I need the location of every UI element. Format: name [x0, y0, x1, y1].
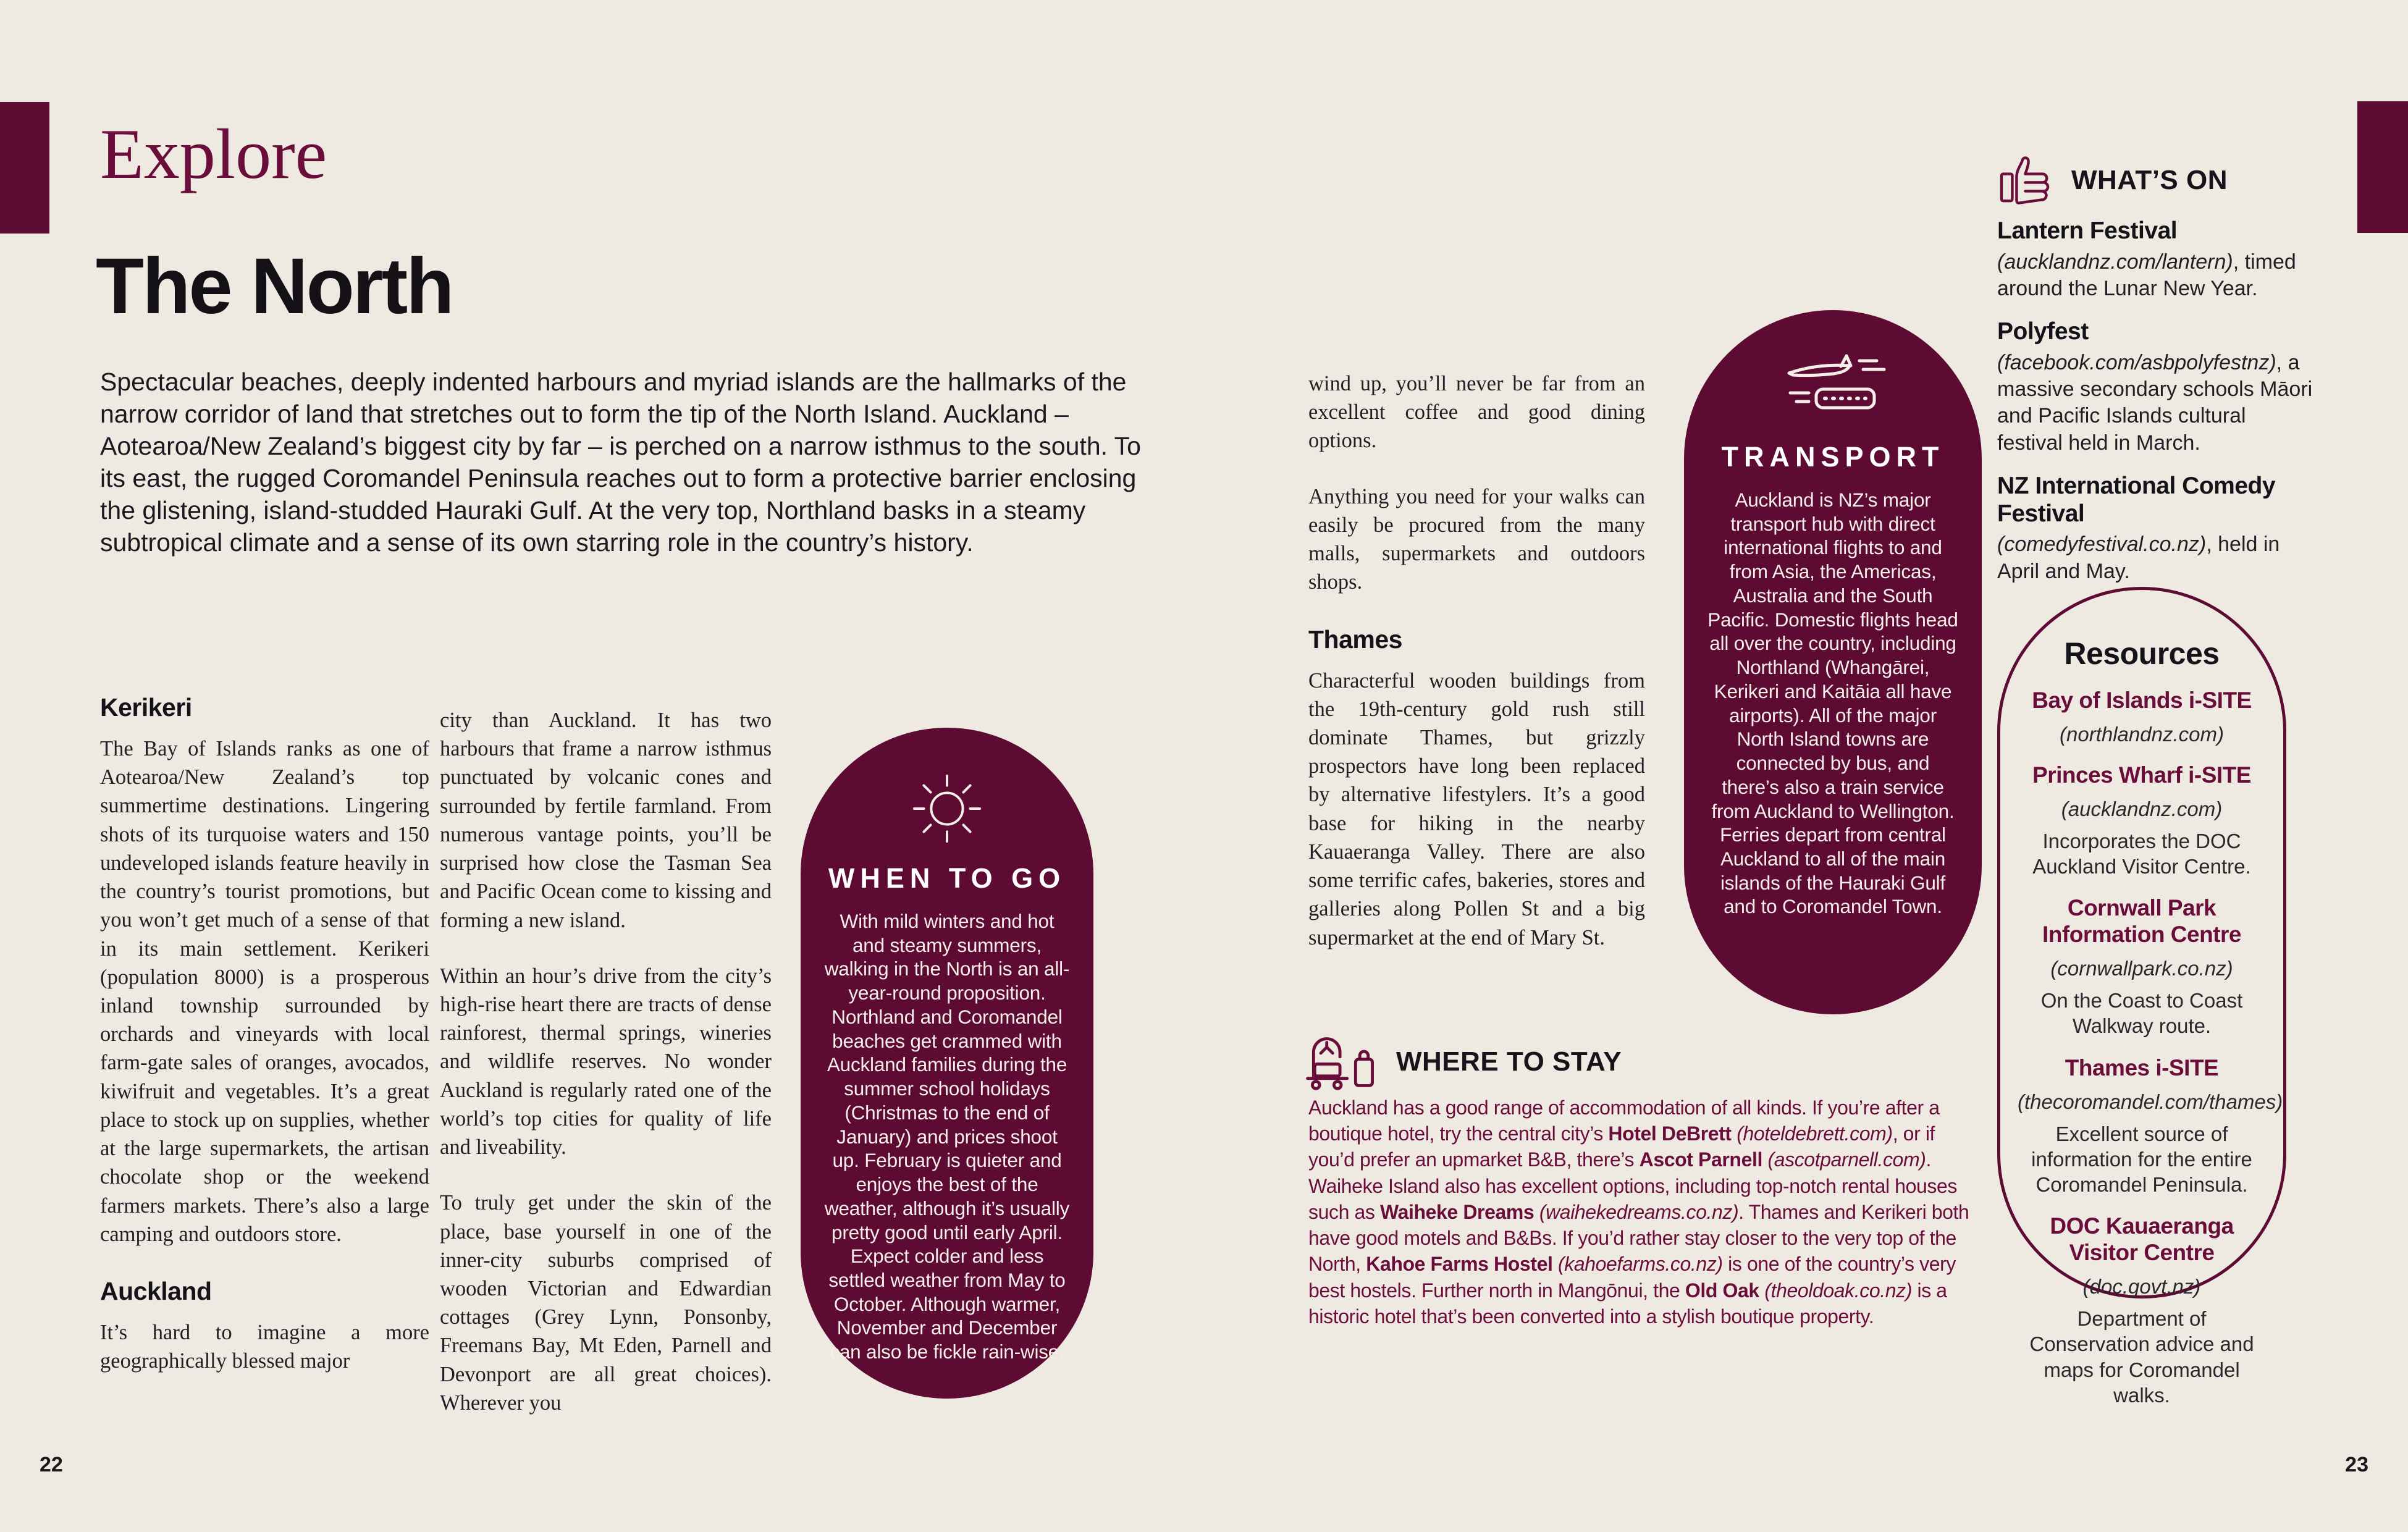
sun-icon — [822, 772, 1072, 845]
event-details: (facebook.com/asbpolyfestnz), a massive secondary schools Māori and Pacific Islands cultural festival held in March. — [1997, 351, 2313, 455]
where-to-stay-header — [1302, 1030, 1622, 1093]
thumbs-up-icon — [1997, 153, 2056, 208]
body-paragraph: Anything you need for your walks can easily be procured from the many malls, supermarkets and outdoors shops. — [1308, 484, 1645, 594]
when-to-go-capsule — [801, 728, 1093, 1399]
chapter-tab-right — [2357, 101, 2408, 233]
resource-url: (northlandnz.com) — [2060, 722, 2224, 746]
whats-on-entry — [1997, 318, 2316, 457]
resources-list — [2018, 688, 2283, 1408]
plane-train-icon — [1706, 350, 1960, 424]
event-name: Lantern Festival — [1997, 217, 2178, 244]
resource-entry — [2018, 762, 2266, 879]
resource-entry — [2018, 895, 2266, 1038]
resource-description: Department of Conservation advice and maps for Coromandel walks. — [2029, 1307, 2254, 1407]
body-paragraph: wind up, you’ll never be far from an excellent coffee and good dining options. — [1308, 372, 1645, 453]
body-paragraph: Characterful wooden buildings from the 19th-century gold rush still dominate Thames, but grizzly prospectors have long been replaced by alternative lifestylers. It’s a good base for hiking in the nearby Kauaeranga Valley. There are also some terrific cafes, bakeries, stores and galleries along Pollen St and a big supermarket at the end of Mary St. — [1308, 668, 1645, 949]
page-number-left: 22 — [40, 1453, 63, 1476]
where-to-stay-title: WHERE TO STAY — [1396, 1046, 1622, 1077]
transport-title: TRANSPORT — [1721, 441, 1945, 473]
text-column-3 — [1308, 369, 1645, 952]
resources-title: Resources — [2064, 636, 2220, 671]
body-paragraph: city than Auckland. It has two harbours that frame a narrow isthmus punctuated by volcanic cones and surrounded by fertile farmland. From numerous vantage points, you’ll be surprised how close the Tasman Sea and Pacific Ocean come to kissing and forming a new island. — [440, 709, 772, 932]
whats-on-header — [1997, 153, 2228, 208]
section-heading-thames: Thames — [1308, 625, 1402, 654]
event-details: (aucklandnz.com/lantern), timed around the Lunar New Year. — [1997, 250, 2296, 301]
body-paragraph: Within an hour’s drive from the city’s high-rise heart there are tracts of dense rainforest, thermal springs, wineries and wildlife reserves. No wonder Auckland is regularly rated one of the world’s top cities for quality of life and liveability. — [440, 964, 772, 1160]
text-column-2 — [440, 706, 772, 1417]
event-name: NZ International Comedy Festival — [1997, 472, 2276, 527]
event-name: Polyfest — [1997, 318, 2089, 345]
resource-name: Cornwall Park Information Centre — [2042, 895, 2241, 948]
resource-url: (aucklandnz.com) — [2061, 797, 2223, 820]
whats-on-entry — [1997, 473, 2316, 585]
resource-url: (cornwallpark.co.nz) — [2050, 957, 2233, 980]
resource-description: Incorporates the DOC Auckland Visitor Centre. — [2032, 829, 2251, 878]
luggage-cart-icon — [1302, 1030, 1381, 1093]
resource-name: DOC Kauaeranga Visitor Centre — [2050, 1213, 2234, 1266]
resource-entry — [2018, 1054, 2283, 1198]
body-paragraph: The Bay of Islands ranks as one of Aotearoa/New Zealand’s top summertime destinations. Lingering shots of its turquoise waters and 150 undeveloped islands feature heavily in the country’s tourist promotions, but you won’t get much of a sense of that in its main settlement. Kerikeri (population 8000) is a prosperous inland township surrounded by orchards and vineyards with local farm-gate sales of oranges, avocados, kiwifruit and vegetables. It’s a great place to stock up on supplies, whether at the large supermarkets, the artisan chocolate shop or the weekend farmers markets. There’s also a large camping and outdoors store. — [100, 737, 429, 1246]
resource-description: Excellent source of information for the entire Coromandel Peninsula. — [2031, 1122, 2252, 1197]
whats-on-entry — [1997, 217, 2316, 302]
where-to-stay-paragraph: Auckland has a good range of accommodation of all kinds. If you’re after a boutique hotel, try the central city’s Hotel DeBrett (hoteldebrett.com), or if you’d prefer an upmarket B&B, there’s Ascot Parnell (ascotparnell.com). Waiheke Island also has excellent options, including top-notch rental houses such as Waiheke Dreams (waihekedreams.co.nz). Thames and Kerikeri both have good motels and B&Bs. If you’d rather stay closer to the very top of the North, Kahoe Farms Hostel (kahoefarms.co.nz) is one of the country’s very best hostels. Further north in Mangōnui, the Old Oak (theoldoak.co.nz) is a historic hotel that’s been converted into a stylish boutique property. — [1308, 1096, 1969, 1328]
whats-on-list — [1997, 217, 2316, 601]
section-heading-auckland: Auckland — [100, 1276, 212, 1305]
whats-on-title: WHAT’S ON — [2071, 165, 2228, 195]
intro-paragraph: Spectacular beaches, deeply indented harbours and myriad islands are the hallmarks of the narrow corridor of land that stretches out to form the tip of the North Island. Auckland – Aotearoa/New Zealand’s biggest city by far – is perched on a narrow isthmus to the south. To its east, the rugged Coromandel Peninsula reaches out to form a protective barrier enclosing the glistening, island-studded Hauraki Gulf. At the very top, Northland basks in a steamy subtropical climate and a sense of its own starring role in the country’s history. — [100, 368, 1141, 557]
resource-entry — [2018, 1213, 2266, 1408]
resource-name: Thames i-SITE — [2065, 1054, 2219, 1080]
chapter-kicker: Explore — [100, 115, 327, 194]
resource-entry — [2018, 688, 2266, 746]
resource-name: Princes Wharf i-SITE — [2032, 762, 2251, 788]
event-details: (comedyfestival.co.nz), held in April and May. — [1997, 532, 2280, 583]
resource-url: (doc.govt.nz) — [2082, 1275, 2201, 1298]
when-to-go-title: WHEN TO GO — [828, 862, 1066, 894]
transport-capsule — [1684, 310, 1982, 1014]
resource-description: On the Coast to Coast Walkway route. — [2040, 989, 2243, 1038]
section-heading-kerikeri: Kerikeri — [100, 693, 192, 722]
transport-body: Auckland is NZ’s major transport hub with direct international flights to and from Asia, the Americas, Australia and the South Pacific. Domestic flights head all over the country, including Northland (Whangārei, Kerikeri and Kaitāia all have airports). All of the major North Island towns are connected by bus, and there’s also a train service from Auckland to Wellington. Ferries depart from central Auckland to all of the main islands of the Hauraki Gulf and to Coromandel Town. — [1707, 489, 1958, 918]
resource-name: Bay of Islands i-SITE — [2032, 688, 2252, 713]
resources-panel — [1997, 587, 2286, 1407]
body-paragraph: It’s hard to imagine a more geographically blessed major — [100, 1320, 429, 1373]
chapter-tab-left — [0, 102, 49, 234]
resource-url: (thecoromandel.com/thames) — [2018, 1090, 2283, 1113]
when-to-go-body: With mild winters and hot and steamy summers, walking in the North is an all-year-round proposition. Northland and Coromandel beaches get crammed with Auckland families during the summer school holidays (Christmas to the end of January) and prices shoot up. February is quieter and enjoys the best of the weather, although it’s usually pretty good until early April. Expect colder and less settled weather from May to October. Although warmer, November and December can also be fickle rain-wise. — [824, 910, 1070, 1363]
body-paragraph: To truly get under the skin of the place, base yourself in one of the inner-city suburbs comprised of wooden Victorian and Edwardian cottages (Grey Lynn, Ponsonby, Freemans Bay, Mt Eden, Parnell and Devonport are all great choices). Wherever you — [440, 1191, 772, 1415]
page-title: The North — [96, 242, 453, 330]
page-number-right: 23 — [2345, 1453, 2368, 1476]
text-column-1 — [100, 693, 429, 1375]
